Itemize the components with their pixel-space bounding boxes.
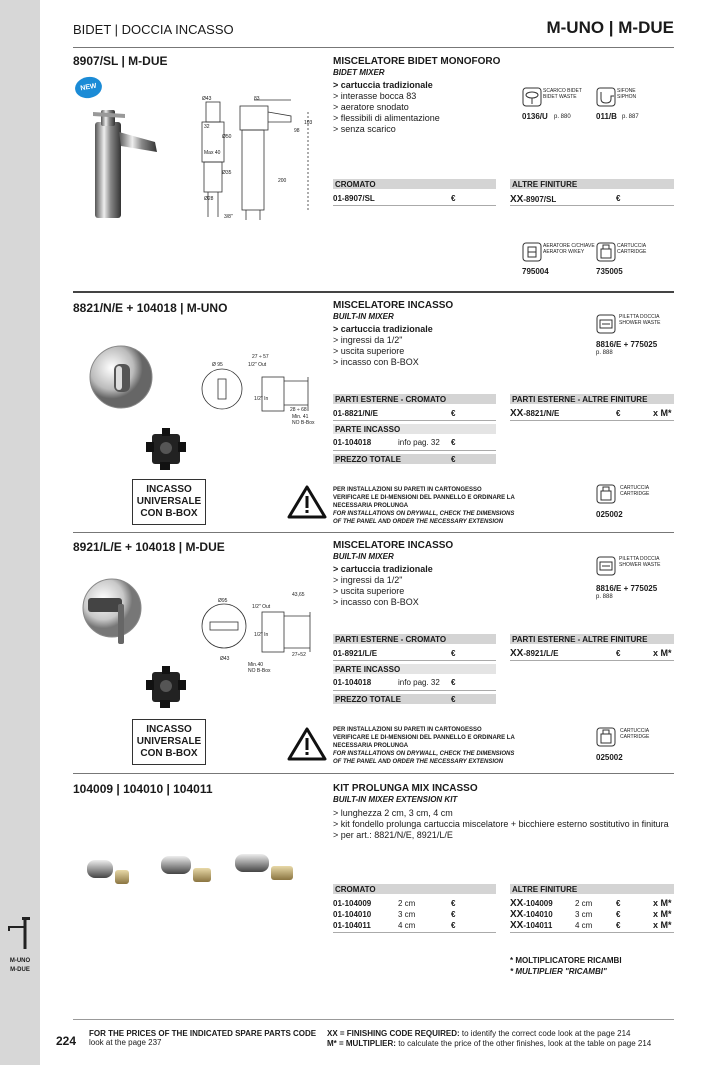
built-in-mixer-photo (88, 344, 154, 410)
acc-code: 8816/E + 775025 (596, 584, 658, 593)
acc-label: BIDET WASTE (543, 94, 577, 100)
bbox-photo (144, 428, 188, 470)
length: 3 cm (398, 910, 416, 919)
siphon-icon (596, 87, 616, 107)
cartridge-icon (596, 242, 616, 262)
feature-item: > incasso con B-BOX (333, 357, 419, 367)
feature-list-s4 (333, 808, 669, 841)
acc-label: SCARICO BIDET (543, 88, 582, 94)
currency: € (451, 899, 456, 908)
dim: Min. 41 (292, 414, 309, 420)
currency: € (451, 910, 456, 919)
currency: € (616, 409, 621, 418)
total-head (333, 454, 496, 464)
length: 4 cm (575, 921, 593, 930)
length: 4 cm (398, 921, 416, 930)
acc-code: 025002 (596, 753, 623, 762)
shower-waste-icon (596, 556, 616, 576)
drywall-note (333, 486, 518, 526)
acc-code: 0136/U (522, 112, 548, 121)
cartridge-icon (596, 727, 616, 747)
extension-kit-photo (85, 850, 315, 890)
acc-page: p. 888 (596, 594, 613, 600)
acc-label: SIPHON (617, 94, 637, 100)
price-code: 01-8921/L/E (333, 649, 378, 658)
dim: 1/2" In (254, 396, 269, 402)
price-code-other (510, 194, 556, 205)
xx-code: XX (510, 898, 524, 909)
table-head-chrome: PARTI ESTERNE - CROMATO (333, 394, 496, 404)
xx-code: XX (510, 920, 524, 931)
xx-legend-bold: XX = FINISHING CODE REQUIRED: (327, 1029, 460, 1038)
dim: Ø95 (218, 598, 228, 604)
feature-item: > lunghezza 2 cm, 3 cm, 4 cm (333, 808, 453, 818)
multiplier-note-it: * MOLTIPLICATORE RICAMBI (510, 956, 622, 965)
box-line: CON B-BOX (140, 748, 198, 759)
built-in-mixer-photo (82, 576, 154, 646)
footer-rule (73, 1019, 674, 1020)
cartridge-icon (596, 484, 616, 504)
feature-list-s1 (333, 80, 440, 135)
acc-label: SHOWER WASTE (619, 562, 661, 568)
feature-item: > cartuccia tradizionale (333, 564, 433, 574)
box-line: INCASSO (146, 484, 192, 495)
acc-label: CARTUCCIA (620, 728, 650, 734)
bidet-mixer-drawing (196, 92, 318, 222)
multiplier: x M* (653, 408, 672, 418)
feature-item: > per art.: 8821/N/E, 8921/L/E (333, 830, 453, 840)
multiplier: x M* (653, 898, 672, 908)
total-label: PREZZO TOTALE (335, 695, 401, 704)
feature-item: > cartuccia tradizionale (333, 324, 433, 334)
dim-9: 3/8" (224, 214, 233, 220)
length: 2 cm (575, 899, 593, 908)
dim: NO B-Box (292, 420, 315, 426)
product-title-s1: MISCELATORE BIDET MONOFORO (333, 56, 501, 67)
aerator-icon (522, 242, 542, 262)
currency: € (451, 438, 456, 447)
faucet-icon (5, 915, 35, 951)
box-line: UNIVERSALE (136, 736, 202, 747)
feature-item: > flessibili di alimentazione (333, 113, 440, 123)
dim-11: Ø28 (204, 196, 214, 202)
acc-label: SIFONE (617, 88, 636, 94)
dim: 27÷52 (292, 652, 306, 658)
warning-icon (287, 485, 327, 519)
product-code-s3: 8921/L/E + 104018 | M-DUE (73, 540, 225, 554)
code-suffix: -8907/SL (523, 195, 557, 204)
xx-code: XX (510, 909, 524, 920)
shower-waste-icon (596, 314, 616, 334)
acc-label: PILETTA DOCCIA (619, 556, 660, 562)
total-head (333, 694, 496, 704)
length: 2 cm (398, 899, 416, 908)
acc-code: 025002 (596, 510, 623, 519)
box-line: UNIVERSALE (136, 496, 202, 507)
series-title: M-UNO | M-DUE (546, 18, 674, 37)
currency: € (451, 678, 456, 687)
incasso-box (132, 719, 206, 765)
xx-code: XX (510, 194, 524, 205)
table-head-other: ALTRE FINITURE (510, 884, 674, 894)
section-rule (73, 532, 674, 533)
feature-list-s3 (333, 564, 433, 608)
category-title: BIDET | DOCCIA INCASSO (73, 22, 234, 37)
price-code-other (510, 909, 553, 920)
currency: € (616, 899, 621, 908)
product-code-s2: 8821/N/E + 104018 | M-UNO (73, 301, 228, 315)
table-head-chrome: CROMATO (333, 179, 496, 189)
acc-page: p. 887 (622, 114, 639, 120)
table-head-chrome: CROMATO (333, 884, 496, 894)
m-legend-text: to calculate the price of the other finishes, look at the table on page 214 (395, 1039, 652, 1048)
dim-6: 98 (294, 128, 300, 134)
code-suffix: -104010 (523, 910, 553, 919)
table-head-other: PARTI ESTERNE - ALTRE FINITURE (510, 394, 674, 404)
length: 3 cm (575, 910, 593, 919)
footer-left-text: look at the page 237 (89, 1038, 162, 1047)
row-rule (333, 420, 496, 421)
row-rule (510, 420, 674, 421)
box-line: INCASSO (146, 724, 192, 735)
row-rule (333, 660, 496, 661)
dim: 1/2" Out (252, 604, 271, 610)
incasso-info: info pag. 32 (398, 678, 440, 687)
section-rule (73, 773, 674, 774)
acc-label: AERATOR W/KEY (543, 249, 585, 255)
acc-label: CARTRIDGE (620, 734, 650, 740)
series-logo (3, 915, 37, 974)
price-code-other (510, 408, 559, 419)
xx-code: XX (510, 408, 524, 419)
header-rule (73, 47, 674, 48)
row-rule (510, 660, 674, 661)
acc-label: PILETTA DOCCIA (619, 314, 660, 320)
currency: € (451, 194, 456, 203)
product-subtitle-s3: BUILT-IN MIXER (333, 552, 394, 561)
incasso-head: PARTE INCASSO (333, 424, 496, 434)
dim-8: 200 (278, 178, 287, 184)
incasso-code: 01-104018 (333, 438, 372, 447)
code-suffix: -8921/L/E (523, 649, 559, 658)
dim: Min.40 (248, 662, 264, 668)
m-legend-bold: M* = MULTIPLIER: (327, 1039, 396, 1048)
price-code-other (510, 648, 558, 659)
product-subtitle-s2: BUILT-IN MIXER (333, 312, 394, 321)
row-rule (333, 690, 496, 691)
multiplier-note-en: * MULTIPLIER "RICAMBI" (510, 967, 607, 976)
product-title-s2: MISCELATORE INCASSO (333, 300, 454, 311)
dim-5: 32 (204, 124, 210, 130)
price-code: 01-8907/SL (333, 194, 375, 203)
dim: 1/2" In (254, 632, 269, 638)
bbox-photo (144, 666, 188, 708)
feature-item: > interasse bocca 83 (333, 91, 417, 101)
warning-icon (287, 727, 327, 761)
product-title-s3: MISCELATORE INCASSO (333, 540, 454, 551)
dim-2: 83 (254, 96, 260, 102)
dim: NO B-Box (248, 668, 271, 674)
acc-code: 795004 (522, 267, 549, 276)
waste-icon (522, 87, 542, 107)
price-code: 01-104011 (333, 921, 371, 930)
product-title-s4: KIT PROLUNGA MIX INCASSO (333, 783, 478, 794)
currency: € (451, 921, 456, 930)
dim-1: Ø43 (202, 96, 212, 102)
acc-code: 735005 (596, 267, 623, 276)
feature-list-s2 (333, 324, 433, 368)
feature-item: > kit fondello prolunga cartuccia miscelatore + bicchiere esterno sostitutivo in finitura (333, 819, 669, 829)
table-head-other: ALTRE FINITURE (510, 179, 674, 189)
footer-left (89, 1029, 316, 1047)
feature-item: > incasso con B-BOX (333, 597, 419, 607)
feature-item: > uscita superiore (333, 346, 405, 356)
section-rule (73, 291, 674, 293)
row-rule (510, 932, 674, 933)
table-head-other: PARTI ESTERNE - ALTRE FINITURE (510, 634, 674, 644)
product-code-s1: 8907/SL | M-DUE (73, 54, 168, 68)
price-code-other (510, 920, 552, 931)
note-it: PER INSTALLAZIONI SU PARETI IN CARTONGESSO VERIFICARE LE DI-MENSIONI DEL PANNELLO E ORDINARE LA NECESSARIA PROLUNGA (333, 727, 515, 749)
drywall-note (333, 726, 518, 766)
feature-item: > senza scarico (333, 124, 396, 134)
total-label: PREZZO TOTALE (335, 455, 401, 464)
price-code: 01-8821/N/E (333, 409, 378, 418)
price-code-other (510, 898, 553, 909)
acc-code: 8816/E + 775025 (596, 340, 658, 349)
row-rule (333, 205, 496, 206)
dim: 43,65 (292, 592, 305, 598)
incasso-box (132, 479, 206, 525)
feature-item: > uscita superiore (333, 586, 405, 596)
xx-legend-text: to identify the correct code look at the page 214 (459, 1029, 631, 1038)
bidet-mixer-photo (85, 102, 165, 220)
sidebar-strip (0, 0, 40, 1065)
feature-item: > ingressi da 1/2" (333, 335, 403, 345)
multiplier: x M* (653, 920, 672, 930)
currency: € (451, 695, 456, 704)
note-en: FOR INSTALLATIONS ON DRYWALL, CHECK THE DIMENSIONS OF THE PANEL AND ORDER THE NECESSARY EXTENSION (333, 511, 515, 525)
currency: € (451, 649, 456, 658)
acc-label: CARTRIDGE (617, 249, 647, 255)
dim: 27 ÷ 57 (252, 354, 269, 360)
product-subtitle-s1: BIDET MIXER (333, 68, 385, 77)
acc-page: p. 880 (554, 114, 571, 120)
dim-10: Max 40 (204, 150, 221, 156)
feature-item: > cartuccia tradizionale (333, 80, 433, 90)
multiplier: x M* (653, 648, 672, 658)
dim: 1/2" Out (248, 362, 267, 368)
row-rule (333, 450, 496, 451)
price-code: 01-104010 (333, 910, 372, 919)
logo-label-1: M-UNO (9, 958, 31, 964)
currency: € (616, 194, 621, 203)
price-code: 01-104009 (333, 899, 372, 908)
product-subtitle-s4: BUILT-IN MIXER EXTENSION KIT (333, 795, 458, 804)
footer-right (327, 1029, 672, 1049)
currency: € (616, 649, 621, 658)
dim-3: Ø50 (222, 134, 232, 140)
page-number: 224 (56, 1034, 77, 1048)
row-rule (333, 932, 496, 933)
note-it: PER INSTALLAZIONI SU PARETI IN CARTONGESSO VERIFICARE LE DI-MENSIONI DEL PANNELLO E ORDINARE LA NECESSARIA PROLUNGA (333, 487, 515, 509)
incasso-info: info pag. 32 (398, 438, 440, 447)
multiplier: x M* (653, 909, 672, 919)
acc-label: CARTRIDGE (620, 491, 650, 497)
currency: € (616, 921, 621, 930)
row-rule (510, 205, 674, 206)
incasso-head: PARTE INCASSO (333, 664, 496, 674)
acc-page: p. 888 (596, 350, 613, 356)
dim-7: 103 (304, 120, 313, 126)
currency: € (451, 409, 456, 418)
acc-label: CARTUCCIA (620, 485, 650, 491)
currency: € (451, 455, 456, 464)
box-line: CON B-BOX (140, 508, 198, 519)
feature-item: > aeratore snodato (333, 102, 409, 112)
xx-code: XX (510, 648, 524, 659)
dim-4: Ø35 (222, 170, 232, 176)
product-code-s4: 104009 | 104010 | 104011 (73, 782, 213, 796)
currency: € (616, 910, 621, 919)
dim: Ø43 (220, 656, 230, 662)
footer-left-bold: FOR THE PRICES OF THE INDICATED SPARE PARTS CODE (89, 1029, 317, 1038)
new-badge: NEW (73, 75, 103, 100)
code-suffix: -104011 (523, 921, 553, 930)
incasso-code: 01-104018 (333, 678, 372, 687)
acc-label: AERATORE C/CHIAVE (543, 243, 595, 249)
code-suffix: -8821/N/E (523, 409, 560, 418)
acc-label: SHOWER WASTE (619, 320, 661, 326)
acc-code: 011/B (596, 112, 617, 121)
acc-label: CARTUCCIA (617, 243, 647, 249)
dim: Ø 95 (212, 362, 223, 368)
code-suffix: -104009 (523, 899, 553, 908)
dim: 28 ÷ 68 (290, 407, 307, 413)
logo-label-2: M-DUE (10, 967, 30, 973)
feature-item: > ingressi da 1/2" (333, 575, 403, 585)
note-en: FOR INSTALLATIONS ON DRYWALL, CHECK THE DIMENSIONS OF THE PANEL AND ORDER THE NECESSARY EXTENSION (333, 751, 515, 765)
table-head-chrome: PARTI ESTERNE - CROMATO (333, 634, 496, 644)
